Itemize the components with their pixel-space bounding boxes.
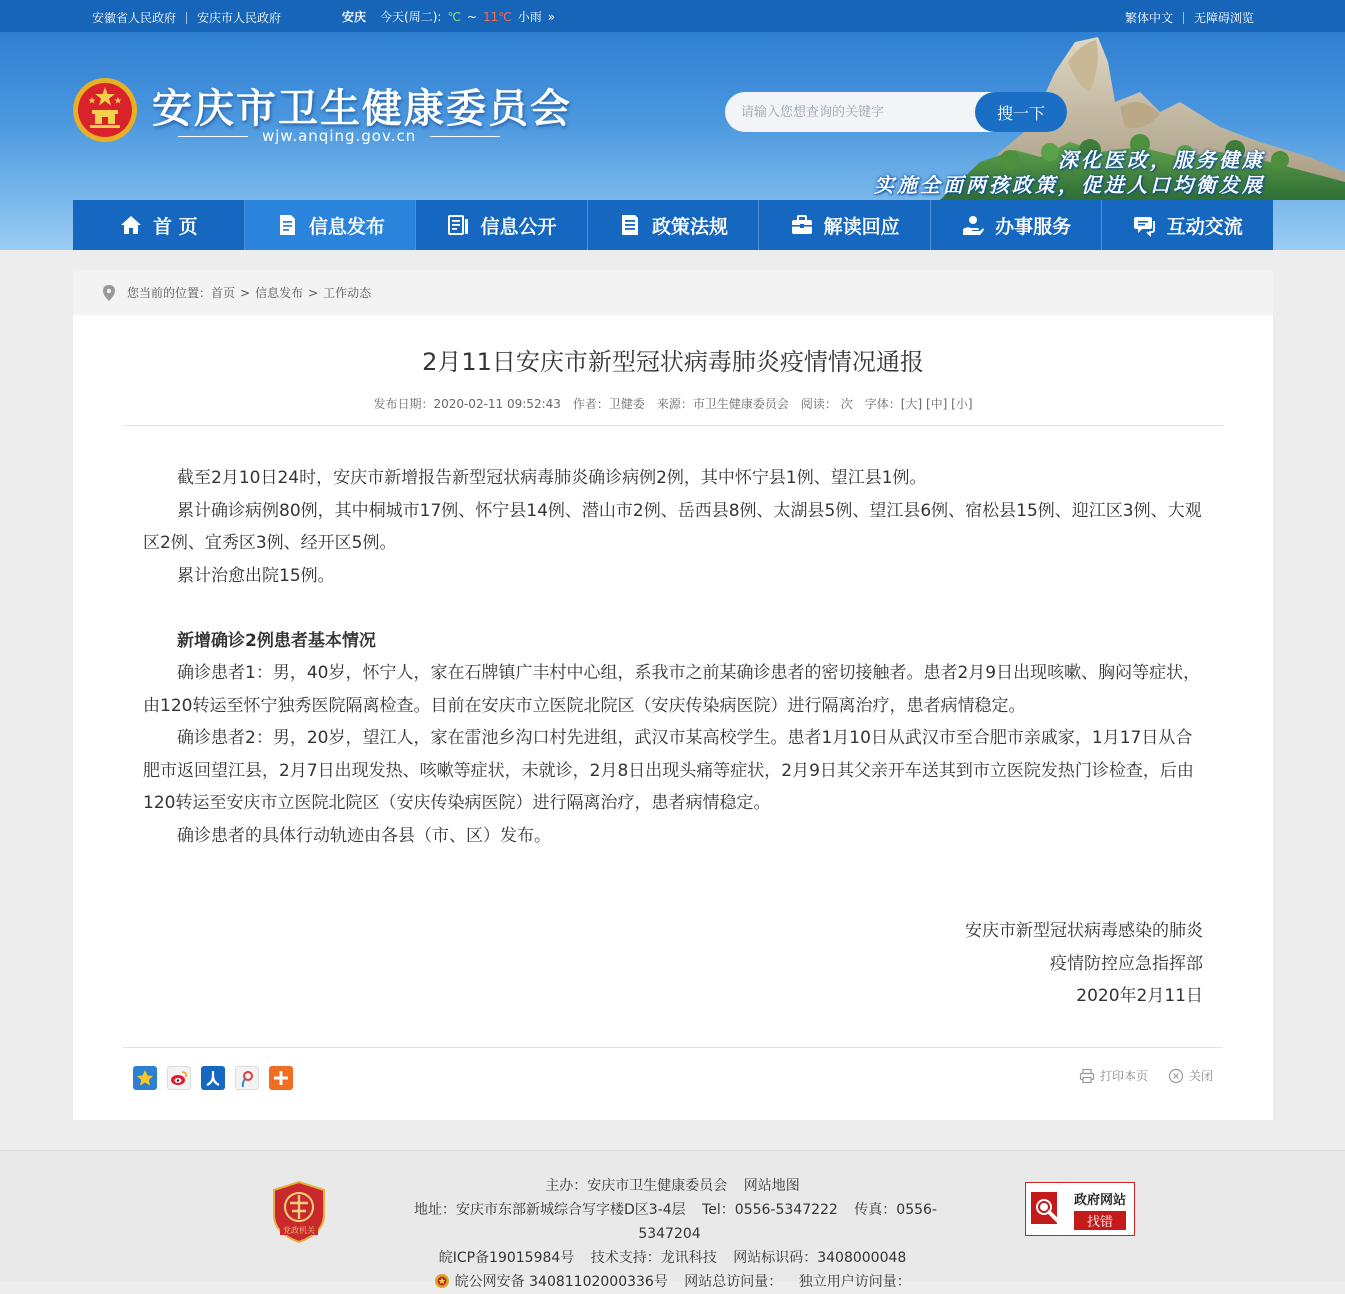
link-traditional-chinese[interactable]: 繁体中文 bbox=[1124, 11, 1173, 25]
nav-label: 首 页 bbox=[152, 215, 198, 238]
nav-label: 办事服务 bbox=[995, 215, 1072, 238]
article-meta bbox=[73, 395, 1273, 412]
qzone-icon[interactable] bbox=[133, 1066, 157, 1090]
article-container bbox=[73, 270, 1273, 1120]
breadcrumb-separator: > bbox=[308, 285, 319, 300]
footer-info bbox=[380, 1174, 965, 1294]
site-footer bbox=[0, 1150, 1345, 1290]
footer-police-record[interactable] bbox=[434, 1274, 672, 1290]
breadcrumb-info-release[interactable]: 信息发布 bbox=[255, 286, 304, 300]
police-badge-icon bbox=[434, 1273, 450, 1289]
nav-item-services[interactable] bbox=[931, 200, 1103, 250]
weather-tilde: ~ bbox=[466, 9, 477, 24]
more-share-icon[interactable] bbox=[269, 1066, 293, 1090]
article-body bbox=[143, 462, 1208, 852]
renren-icon[interactable] bbox=[201, 1066, 225, 1090]
paragraph: 确诊患者的具体行动轨迹由各县（市、区）发布。 bbox=[177, 825, 551, 846]
location-pin-icon bbox=[103, 285, 115, 301]
top-links bbox=[92, 9, 281, 26]
divider bbox=[123, 1047, 1223, 1048]
top-right-links bbox=[1125, 9, 1254, 26]
footer-icp-link[interactable]: 皖ICP备19015984号 bbox=[438, 1250, 575, 1266]
weather-temp-high: 11℃ bbox=[482, 9, 512, 24]
nav-item-info-release[interactable] bbox=[245, 200, 417, 250]
nav-item-home[interactable] bbox=[73, 200, 245, 250]
paragraph: 截至2月10日24时，安庆市新增报告新型冠状病毒肺炎确诊病例2例，其中怀宁县1例、望江县1例。 bbox=[177, 468, 927, 488]
footer-tech-support: 技术支持：龙讯科技 bbox=[590, 1250, 717, 1266]
close-icon bbox=[1168, 1068, 1184, 1084]
footer-police-text: 皖公网安备 34081102000336号 bbox=[454, 1274, 668, 1290]
party-govt-badge-icon[interactable] bbox=[272, 1181, 326, 1243]
article-tools bbox=[1079, 1067, 1213, 1084]
publish-date: 发布日期：2020-02-11 09:52:43 bbox=[373, 397, 561, 411]
service-icon bbox=[961, 213, 985, 237]
paragraph: 确诊患者2：男，20岁，望江人，家在雷池乡沟口村先进组，武汉市某高校学生。患者1月10日从武汉市至合肥市亲戚家，1月17日从合肥市返回望江县，2月7日出现发热、咳嗽等症状，未就诊，2月8日出现头痛等症状，2月9日其父亲开车送其到市立医院发热门诊检查，后由120转运至安庆市立医院北院区（安庆传染病医院）进行隔离治疗，患者病情稳定。 bbox=[143, 728, 1194, 813]
search-box bbox=[725, 92, 1067, 132]
link-anqing-gov[interactable]: 安庆市人民政府 bbox=[197, 11, 282, 25]
breadcrumb-prefix: 您当前的位置： bbox=[127, 286, 212, 300]
slogan-line-1: 深化医改，服务健康 bbox=[1058, 148, 1265, 172]
link-accessibility[interactable]: 无障碍浏览 bbox=[1193, 11, 1254, 25]
font-size-controls bbox=[865, 395, 973, 412]
breadcrumb bbox=[73, 270, 1273, 315]
footer-address: 地址：安庆市东部新城综合写字楼D区3-4层 bbox=[414, 1202, 686, 1218]
top-bar bbox=[0, 0, 1345, 32]
divider bbox=[1183, 12, 1184, 24]
close-label: 关闭 bbox=[1188, 1069, 1213, 1083]
nav-label: 信息公开 bbox=[480, 215, 557, 238]
footer-unique-visits: 独立用户访问量： bbox=[798, 1274, 911, 1290]
error-report-title: 政府网站 bbox=[1073, 1192, 1126, 1208]
chat-icon bbox=[1133, 213, 1157, 237]
site-domain-row bbox=[178, 127, 500, 145]
site-domain: wjw.anqing.gov.cn bbox=[262, 127, 417, 145]
decorative-line bbox=[430, 136, 500, 137]
weather-city: 安庆 bbox=[342, 10, 367, 24]
print-button[interactable] bbox=[1079, 1067, 1148, 1084]
section-heading: 新增确诊2例患者基本情况 bbox=[177, 630, 376, 651]
share-bar bbox=[133, 1066, 293, 1090]
font-small-button[interactable]: [小] bbox=[951, 397, 973, 411]
document-icon bbox=[275, 213, 299, 237]
article-title: 2月11日安庆市新型冠状病毒肺炎疫情情况通报 bbox=[422, 348, 924, 376]
slogan-line-2: 实施全面两孩政策，促进人口均衡发展 bbox=[874, 173, 1265, 197]
weather-widget bbox=[342, 8, 555, 25]
paragraph: 累计治愈出院15例。 bbox=[177, 565, 335, 586]
nav-label: 政策法规 bbox=[652, 215, 729, 238]
gov-site-error-report-button[interactable] bbox=[1025, 1182, 1135, 1236]
nav-item-policy[interactable] bbox=[588, 200, 760, 250]
nav-label: 信息发布 bbox=[308, 215, 385, 238]
article-signature bbox=[965, 915, 1203, 1013]
weather-temp-low: ℃ bbox=[447, 9, 461, 24]
article-author: 作者：卫健委 bbox=[572, 397, 645, 411]
footer-site-id: 网站标识码：3408000048 bbox=[733, 1250, 907, 1266]
footer-tel: Tel：0556-5347222 bbox=[702, 1202, 838, 1218]
article-source: 来源：市卫生健康委员会 bbox=[656, 397, 789, 411]
weather-more-link[interactable]: » bbox=[547, 9, 556, 24]
national-emblem-icon bbox=[72, 77, 138, 143]
signature-date: 2020年2月11日 bbox=[1076, 986, 1203, 1006]
error-report-subtitle: 找错 bbox=[1074, 1211, 1126, 1230]
weibo-icon[interactable] bbox=[167, 1066, 191, 1090]
svg-text:党政机关: 党政机关 bbox=[283, 1226, 315, 1235]
breadcrumb-home[interactable]: 首页 bbox=[211, 286, 236, 300]
printer-icon bbox=[1079, 1068, 1095, 1084]
nav-item-info-open[interactable] bbox=[416, 200, 588, 250]
footer-total-visits: 网站总访问量： bbox=[684, 1274, 783, 1290]
weather-day: 今天(周二): bbox=[380, 10, 442, 24]
link-anhui-gov[interactable]: 安徽省人民政府 bbox=[92, 11, 177, 25]
tencent-weibo-icon[interactable] bbox=[235, 1066, 259, 1090]
site-title: 安庆市卫生健康委员会 bbox=[152, 86, 572, 132]
spacer bbox=[143, 592, 1208, 625]
weather-desc: 小雨 bbox=[517, 10, 542, 24]
main-nav bbox=[73, 200, 1273, 250]
policy-icon bbox=[618, 213, 642, 237]
magnifier-icon bbox=[1026, 1182, 1066, 1236]
nav-label: 互动交流 bbox=[1166, 215, 1243, 238]
error-report-text bbox=[1066, 1189, 1134, 1230]
nav-item-interaction[interactable] bbox=[1102, 200, 1273, 250]
close-button[interactable] bbox=[1168, 1067, 1213, 1084]
divider bbox=[186, 12, 187, 24]
font-medium-button[interactable]: [中] bbox=[925, 397, 948, 411]
paragraph: 确诊患者1：男，40岁，怀宁人，家在石牌镇广丰村中心组，系我市之前某确诊患者的密切接触者。患者2月9日出现咳嗽、胸闷等症状，由120转运至怀宁独秀医院隔离检查。目前在安庆市立医院北院区（安庆传染病医院）进行隔离治疗，患者病情稳定。 bbox=[143, 663, 1201, 716]
breadcrumb-work-news[interactable]: 工作动态 bbox=[323, 286, 372, 300]
decorative-line bbox=[178, 136, 248, 137]
home-icon bbox=[119, 213, 143, 237]
search-input[interactable] bbox=[725, 92, 975, 132]
paragraph: 累计确诊病例80例，其中桐城市17例、怀宁县14例、潜山市2例、岳西县8例、太湖县5例、望江县6例、宿松县15例、迎江区3例、大观区2例、宜秀区3例、经开区5例。 bbox=[143, 500, 1202, 553]
briefcase-icon bbox=[790, 213, 814, 237]
breadcrumb-separator: > bbox=[240, 285, 251, 300]
article-views: 阅读： 次 bbox=[800, 397, 853, 411]
footer-sponsor: 主办：安庆市卫生健康委员会 bbox=[545, 1178, 728, 1194]
signature-line: 安庆市新型冠状病毒感染的肺炎 bbox=[965, 921, 1203, 941]
footer-sitemap-link[interactable]: 网站地图 bbox=[743, 1178, 800, 1194]
search-button[interactable]: 搜一下 bbox=[975, 92, 1067, 132]
signature-line: 疫情防控应急指挥部 bbox=[1050, 953, 1203, 974]
print-label: 打印本页 bbox=[1099, 1069, 1148, 1083]
footer-fax: 传真：0556-5347204 bbox=[638, 1202, 937, 1242]
nav-label: 解读回应 bbox=[823, 215, 900, 238]
font-size-label: 字体： bbox=[864, 397, 901, 411]
open-info-icon bbox=[446, 213, 470, 237]
nav-item-interpretation[interactable] bbox=[759, 200, 931, 250]
divider bbox=[123, 425, 1223, 426]
font-large-button[interactable]: [大] bbox=[900, 397, 923, 411]
